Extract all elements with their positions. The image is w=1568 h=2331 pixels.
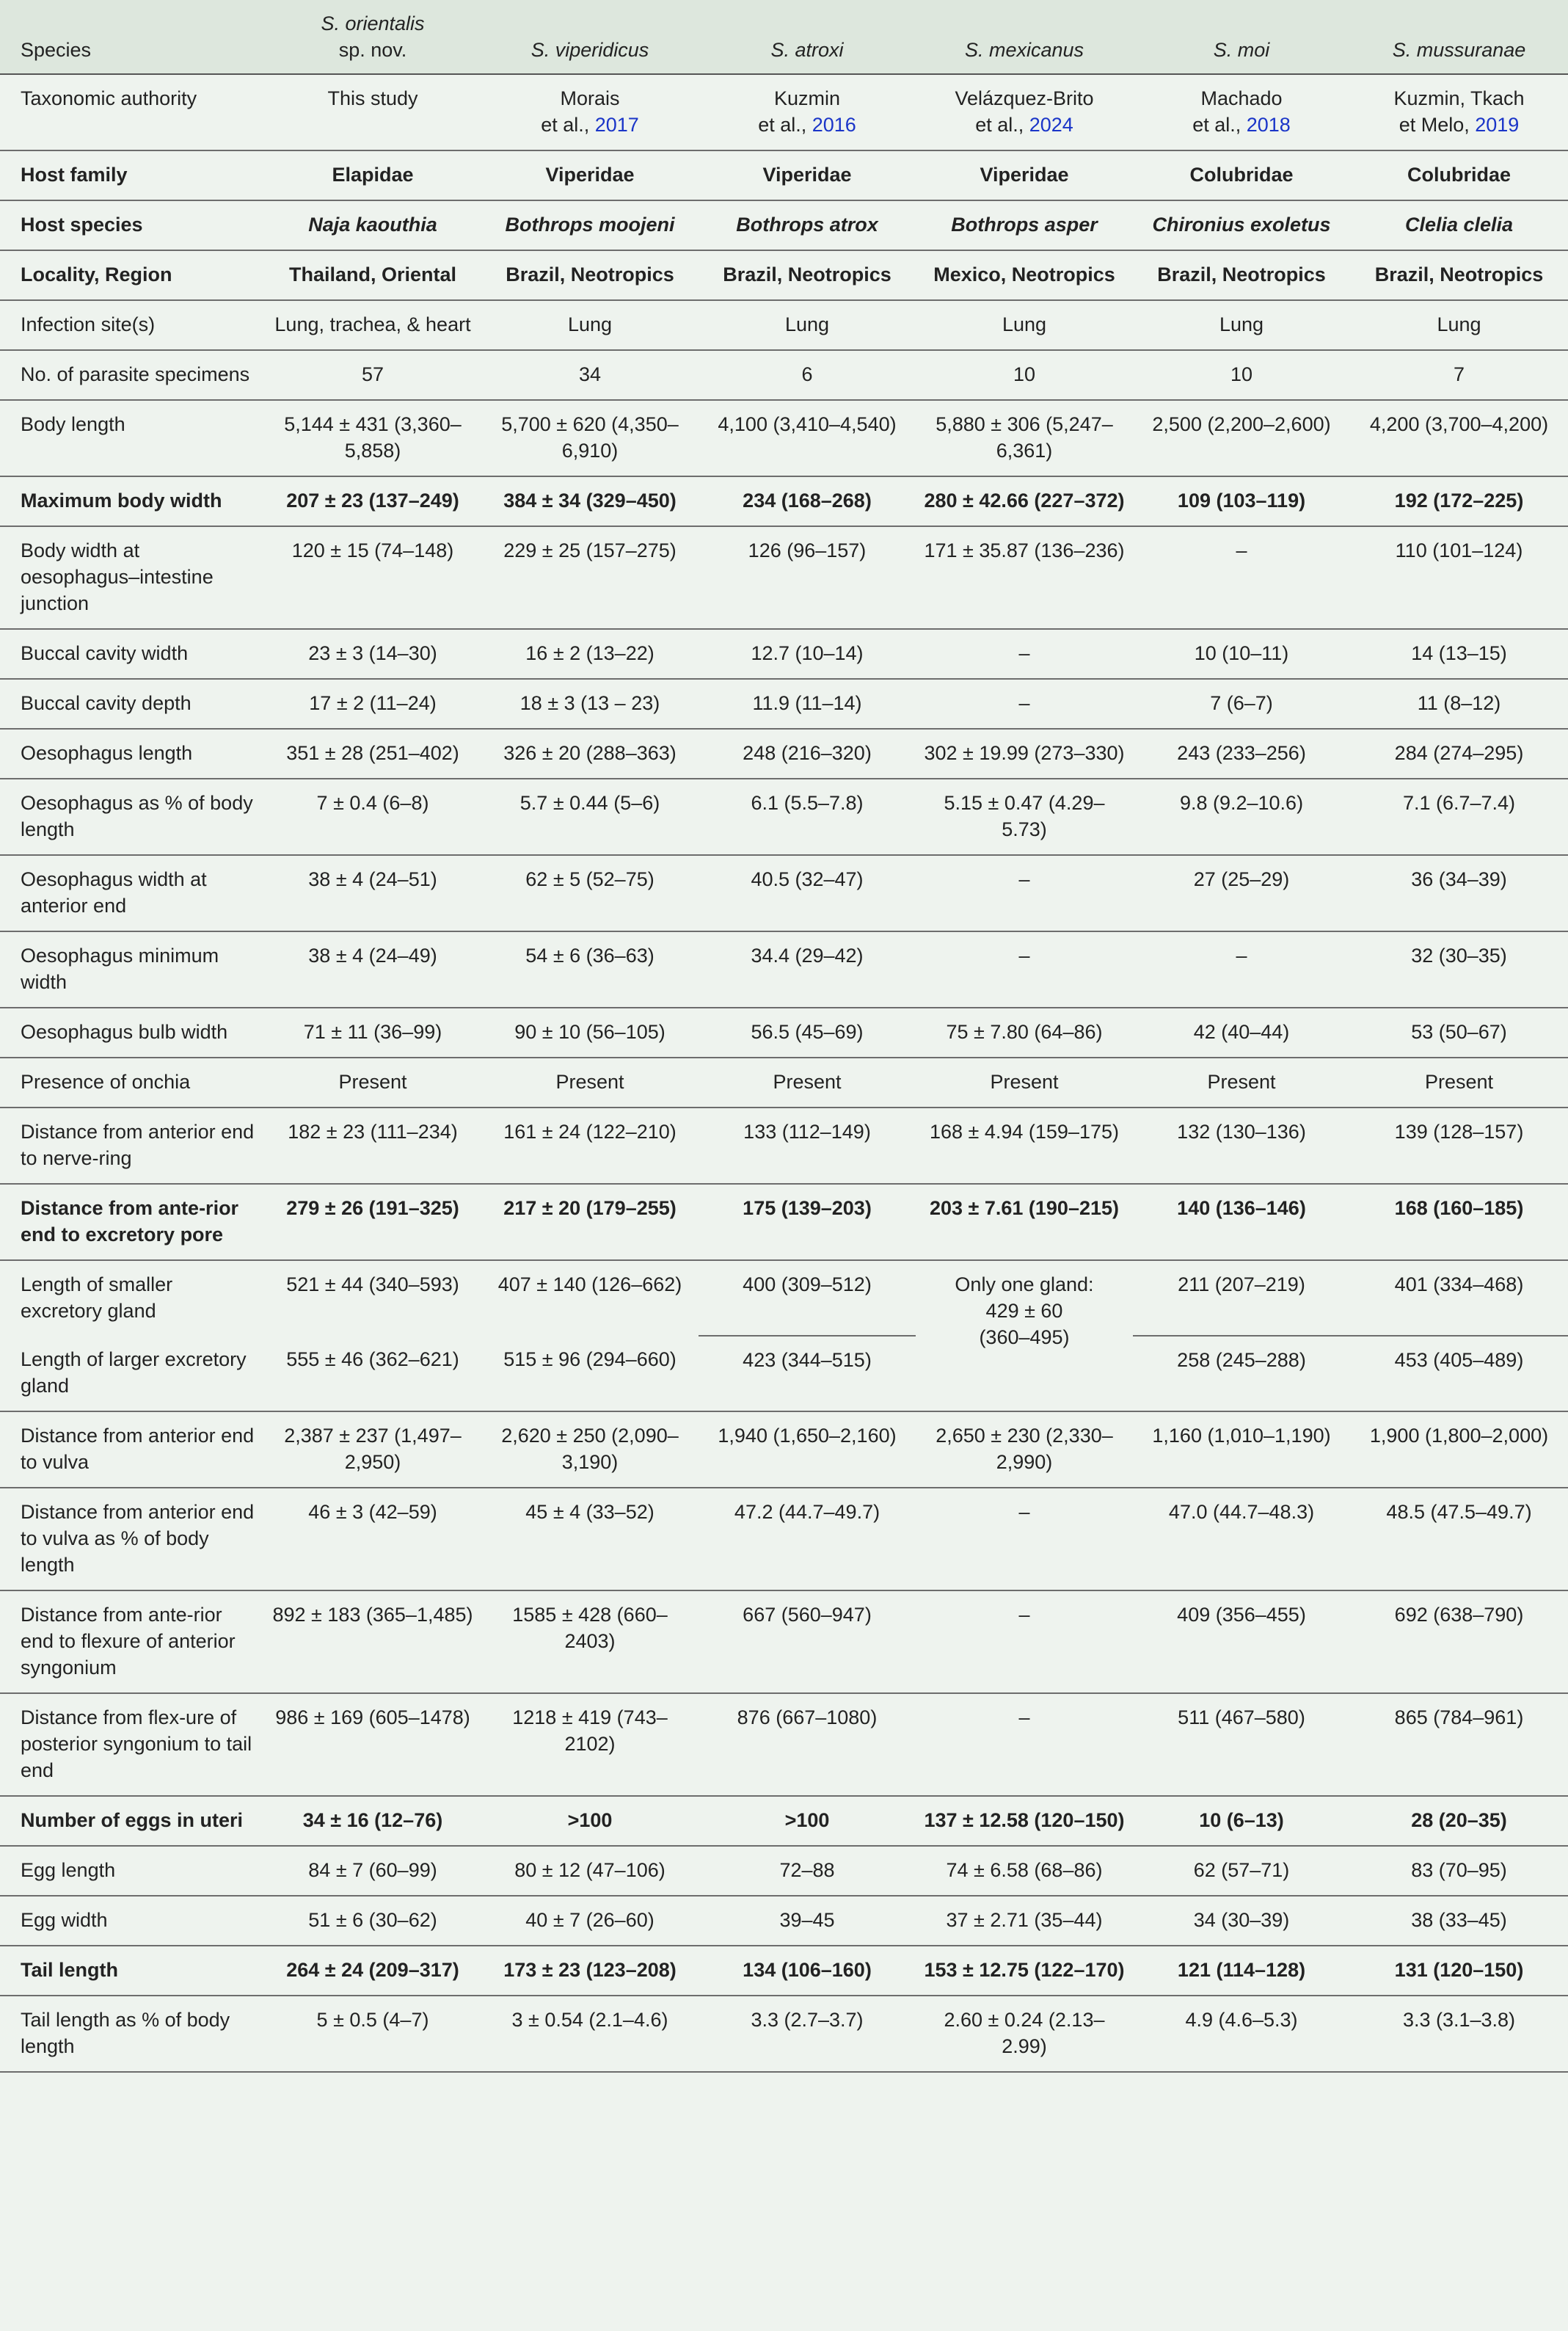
data-cell: 211 (207–219) [1133, 1260, 1350, 1336]
data-cell: 90 ± 10 (56–105) [481, 1008, 699, 1058]
data-cell: 53 (50–67) [1350, 1008, 1568, 1058]
data-cell: 175 (139–203) [699, 1184, 916, 1260]
data-cell: 168 (160–185) [1350, 1184, 1568, 1260]
data-cell: 17 ± 2 (11–24) [264, 679, 481, 729]
table-row [0, 300, 1568, 350]
table-row [0, 1996, 1568, 2072]
species-header [481, 0, 699, 74]
row-label: Distance from anterior end to vulva as % of body length [0, 1488, 264, 1590]
data-cell: 173 ± 23 (123–208) [481, 1946, 699, 1996]
table-row [0, 729, 1568, 779]
data-cell: 248 (216–320) [699, 729, 916, 779]
data-cell: – [916, 1590, 1133, 1693]
data-cell: 6.1 (5.5–7.8) [699, 779, 916, 855]
authority-text: et al., [541, 114, 595, 136]
row-label: Oesophagus bulb width [0, 1008, 264, 1058]
data-cell: 5.15 ± 0.47 (4.29–5.73) [916, 779, 1133, 855]
data-cell: 4,100 (3,410–4,540) [699, 400, 916, 476]
merged-gland-text: (360–495) [979, 1326, 1070, 1348]
data-cell: Viperidae [699, 150, 916, 200]
authority-text: et al., [1192, 114, 1247, 136]
data-cell: 4,200 (3,700–4,200) [1350, 400, 1568, 476]
data-cell: 37 ± 2.71 (35–44) [916, 1896, 1133, 1946]
data-cell: 120 ± 15 (74–148) [264, 526, 481, 629]
data-cell: 45 ± 4 (33–52) [481, 1488, 699, 1590]
table-row [0, 1946, 1568, 1996]
row-label: Host species [0, 200, 264, 250]
data-cell: 7 ± 0.4 (6–8) [264, 779, 481, 855]
data-cell: 36 (34–39) [1350, 855, 1568, 931]
data-cell: 5,144 ± 431 (3,360–5,858) [264, 400, 481, 476]
table-row [0, 200, 1568, 250]
data-cell: Chironius exoletus [1133, 200, 1350, 250]
data-cell: 11.9 (11–14) [699, 679, 916, 729]
data-cell: 9.8 (9.2–10.6) [1133, 779, 1350, 855]
row-label: Egg length [0, 1846, 264, 1896]
data-cell: – [916, 679, 1133, 729]
row-label: Egg width [0, 1896, 264, 1946]
data-cell: – [916, 1693, 1133, 1796]
data-cell: 32 (30–35) [1350, 931, 1568, 1008]
data-cell: 14 (13–15) [1350, 629, 1568, 679]
data-cell: 131 (120–150) [1350, 1946, 1568, 1996]
table-row [0, 1336, 1568, 1411]
authority-cell [699, 74, 916, 150]
data-cell: Bothrops moojeni [481, 200, 699, 250]
data-cell: 5,880 ± 306 (5,247–6,361) [916, 400, 1133, 476]
table-row [0, 1260, 1568, 1336]
data-cell: Colubridae [1133, 150, 1350, 200]
data-cell: Present [264, 1058, 481, 1108]
data-cell: 153 ± 12.75 (122–170) [916, 1946, 1133, 1996]
table-row [0, 779, 1568, 855]
authority-text: Morais [560, 87, 620, 109]
data-cell: – [916, 629, 1133, 679]
table-row [0, 1796, 1568, 1846]
citation-link[interactable]: 2019 [1475, 114, 1520, 136]
data-cell: 10 [1133, 350, 1350, 400]
data-cell: 10 (6–13) [1133, 1796, 1350, 1846]
row-label: Infection site(s) [0, 300, 264, 350]
data-cell: 3.3 (3.1–3.8) [1350, 1996, 1568, 2072]
row-label: Buccal cavity width [0, 629, 264, 679]
data-cell: 34.4 (29–42) [699, 931, 916, 1008]
data-cell: 34 (30–39) [1133, 1896, 1350, 1946]
merged-gland-text: Only one gland: [955, 1273, 1094, 1295]
citation-link[interactable]: 2024 [1029, 114, 1073, 136]
row-label: Body width at oesophagus–intestine junction [0, 526, 264, 629]
species-header [1350, 0, 1568, 74]
data-cell: 23 ± 3 (14–30) [264, 629, 481, 679]
data-cell: Bothrops asper [916, 200, 1133, 250]
table-row [0, 1008, 1568, 1058]
table-row [0, 1058, 1568, 1108]
data-cell: 521 ± 44 (340–593) [286, 1273, 459, 1295]
data-cell: 407 ± 140 (126–662) [497, 1273, 682, 1295]
data-cell: 27 (25–29) [1133, 855, 1350, 931]
row-label: Body length [0, 400, 264, 476]
data-cell: 1218 ± 419 (743–2102) [481, 1693, 699, 1796]
data-cell: 865 (784–961) [1350, 1693, 1568, 1796]
species-name: S. atroxi [770, 39, 844, 61]
data-cell: 2.60 ± 0.24 (2.13–2.99) [916, 1996, 1133, 2072]
data-cell: 62 ± 5 (52–75) [481, 855, 699, 931]
row-label: Locality, Region [0, 250, 264, 300]
data-cell: Present [916, 1058, 1133, 1108]
species-name: S. orientalis [321, 12, 425, 34]
authority-text: Kuzmin [773, 87, 841, 109]
data-cell: 11 (8–12) [1350, 679, 1568, 729]
row-label: No. of parasite specimens [0, 350, 264, 400]
citation-link[interactable]: 2017 [594, 114, 639, 136]
data-cell: 38 (33–45) [1350, 1896, 1568, 1946]
authority-text: Machado [1200, 87, 1283, 109]
species-name: S. mussuranae [1392, 39, 1526, 61]
data-cell: Mexico, Neotropics [916, 250, 1133, 300]
data-cell: 139 (128–157) [1350, 1108, 1568, 1184]
row-label: Taxonomic authority [0, 74, 264, 150]
table-row [0, 400, 1568, 476]
data-cell: 876 (667–1080) [699, 1693, 916, 1796]
data-cell: 409 (356–455) [1133, 1590, 1350, 1693]
data-cell: 401 (334–468) [1350, 1260, 1568, 1336]
table-row [0, 1846, 1568, 1896]
data-cell: 126 (96–157) [699, 526, 916, 629]
data-cell: 302 ± 19.99 (273–330) [916, 729, 1133, 779]
data-cell: 2,620 ± 250 (2,090–3,190) [481, 1411, 699, 1488]
data-cell: 110 (101–124) [1350, 526, 1568, 629]
data-cell: Lung [1133, 300, 1350, 350]
row-label: Host family [0, 150, 264, 200]
data-cell: Brazil, Neotropics [1350, 250, 1568, 300]
data-cell: Present [699, 1058, 916, 1108]
data-cell: 423 (344–515) [699, 1336, 916, 1411]
table-row [0, 526, 1568, 629]
merged-gland-text: 429 ± 60 [985, 1300, 1063, 1322]
data-cell: 182 ± 23 (111–234) [264, 1108, 481, 1184]
data-cell: Present [1133, 1058, 1350, 1108]
data-cell: 384 ± 34 (329–450) [481, 476, 699, 526]
table-row [0, 476, 1568, 526]
species-sub: sp. nov. [338, 39, 407, 61]
data-cell: Clelia clelia [1350, 200, 1568, 250]
data-cell: 47.0 (44.7–48.3) [1133, 1488, 1350, 1590]
species-header-label: Species [0, 0, 264, 74]
authority-cell [264, 74, 481, 150]
row-label: Number of eggs in uteri [0, 1796, 264, 1846]
data-cell: >100 [699, 1796, 916, 1846]
row-label: Oesophagus length [0, 729, 264, 779]
table-row [0, 350, 1568, 400]
data-cell: 72–88 [699, 1846, 916, 1896]
row-label: Distance from anterior end to vulva [0, 1411, 264, 1488]
data-cell: – [916, 855, 1133, 931]
row-label: Distance from anterior end to nerve-ring [0, 1108, 264, 1184]
data-cell: 284 (274–295) [1350, 729, 1568, 779]
data-cell: Present [1350, 1058, 1568, 1108]
data-cell: 16 ± 2 (13–22) [481, 629, 699, 679]
authority-text: et al., [975, 114, 1029, 136]
header-row [0, 0, 1568, 74]
table-row [0, 1108, 1568, 1184]
data-cell: 40.5 (32–47) [699, 855, 916, 931]
row-label: Buccal cavity depth [0, 679, 264, 729]
data-cell: 47.2 (44.7–49.7) [699, 1488, 916, 1590]
data-cell: 40 ± 7 (26–60) [481, 1896, 699, 1946]
data-cell: 74 ± 6.58 (68–86) [916, 1846, 1133, 1896]
data-cell: 38 ± 4 (24–51) [264, 855, 481, 931]
data-cell: 6 [699, 350, 916, 400]
species-header [699, 0, 916, 74]
data-cell: 2,500 (2,200–2,600) [1133, 400, 1350, 476]
data-cell: 133 (112–149) [699, 1108, 916, 1184]
species-header [264, 0, 481, 74]
data-cell: 80 ± 12 (47–106) [481, 1846, 699, 1896]
data-cell: Lung [916, 300, 1133, 350]
data-cell: 264 ± 24 (209–317) [264, 1946, 481, 1996]
data-cell: 2,387 ± 237 (1,497–2,950) [264, 1411, 481, 1488]
table-row [0, 1411, 1568, 1488]
data-cell: 192 (172–225) [1350, 476, 1568, 526]
data-cell: 137 ± 12.58 (120–150) [916, 1796, 1133, 1846]
data-cell: >100 [481, 1796, 699, 1846]
data-cell: 326 ± 20 (288–363) [481, 729, 699, 779]
authority-text: et Melo, [1399, 114, 1476, 136]
data-cell: 692 (638–790) [1350, 1590, 1568, 1693]
data-cell: 168 ± 4.94 (159–175) [916, 1108, 1133, 1184]
data-cell: Colubridae [1350, 150, 1568, 200]
data-cell: 48.5 (47.5–49.7) [1350, 1488, 1568, 1590]
data-cell: 555 ± 46 (362–621) [264, 1336, 481, 1411]
data-cell: 203 ± 7.61 (190–215) [916, 1184, 1133, 1260]
data-cell: 140 (136–146) [1133, 1184, 1350, 1260]
table-row [0, 931, 1568, 1008]
data-cell: 258 (245–288) [1133, 1336, 1350, 1411]
data-cell: 667 (560–947) [699, 1590, 916, 1693]
species-name: S. viperidicus [530, 39, 649, 61]
authority-cell [1133, 74, 1350, 150]
data-cell: 42 (40–44) [1133, 1008, 1350, 1058]
data-cell: 38 ± 4 (24–49) [264, 931, 481, 1008]
authority-cell [481, 74, 699, 150]
data-cell: 109 (103–119) [1133, 476, 1350, 526]
data-cell: Brazil, Neotropics [1133, 250, 1350, 300]
data-cell: 453 (405–489) [1350, 1336, 1568, 1411]
data-cell: 7 [1350, 350, 1568, 400]
data-cell: 5.7 ± 0.44 (5–6) [481, 779, 699, 855]
data-cell: Lung, trachea, & heart [264, 300, 481, 350]
data-cell: 161 ± 24 (122–210) [481, 1108, 699, 1184]
row-label: Distance from ante-rior end to excretory pore [0, 1184, 264, 1260]
data-cell: Thailand, Oriental [264, 250, 481, 300]
data-cell: 1,160 (1,010–1,190) [1133, 1411, 1350, 1488]
data-cell: 171 ± 35.87 (136–236) [916, 526, 1133, 629]
data-cell: 10 (10–11) [1133, 629, 1350, 679]
data-cell: 7 (6–7) [1133, 679, 1350, 729]
table-row [0, 1184, 1568, 1260]
data-cell: 217 ± 20 (179–255) [481, 1184, 699, 1260]
data-cell: 243 (233–256) [1133, 729, 1350, 779]
data-cell: 134 (106–160) [699, 1946, 916, 1996]
table-row [0, 1590, 1568, 1693]
data-cell: Elapidae [264, 150, 481, 200]
data-cell: – [1133, 526, 1350, 629]
data-cell: 207 ± 23 (137–249) [264, 476, 481, 526]
data-cell: 34 ± 16 (12–76) [264, 1796, 481, 1846]
data-cell: 12.7 (10–14) [699, 629, 916, 679]
data-cell: Viperidae [916, 150, 1133, 200]
data-cell: Bothrops atrox [699, 200, 916, 250]
species-name: S. mexicanus [964, 39, 1084, 61]
data-cell: Viperidae [481, 150, 699, 200]
row-label: Distance from flex-ure of posterior syngonium to tail end [0, 1693, 264, 1796]
table-row [0, 1896, 1568, 1946]
data-cell: – [916, 931, 1133, 1008]
data-cell: 5 ± 0.5 (4–7) [264, 1996, 481, 2072]
row-label: Presence of onchia [0, 1058, 264, 1108]
data-cell: 51 ± 6 (30–62) [264, 1896, 481, 1946]
data-cell: 279 ± 26 (191–325) [264, 1184, 481, 1260]
data-cell: 71 ± 11 (36–99) [264, 1008, 481, 1058]
citation-link[interactable]: 2018 [1246, 114, 1291, 136]
data-cell: 400 (309–512) [699, 1260, 916, 1336]
authority-text: et al., [758, 114, 812, 136]
authority-row [0, 74, 1568, 150]
data-cell: 1585 ± 428 (660–2403) [481, 1590, 699, 1693]
data-cell: 1,940 (1,650–2,160) [699, 1411, 916, 1488]
data-cell: Brazil, Neotropics [481, 250, 699, 300]
data-cell: 28 (20–35) [1350, 1796, 1568, 1846]
data-cell: 121 (114–128) [1133, 1946, 1350, 1996]
data-cell: 54 ± 6 (36–63) [481, 931, 699, 1008]
authority-cell [1350, 74, 1568, 150]
data-cell: 4.9 (4.6–5.3) [1133, 1996, 1350, 2072]
data-cell: 132 (130–136) [1133, 1108, 1350, 1184]
data-cell: Naja kaouthia [264, 200, 481, 250]
data-cell: 351 ± 28 (251–402) [264, 729, 481, 779]
data-cell: Lung [699, 300, 916, 350]
data-cell: 18 ± 3 (13 – 23) [481, 679, 699, 729]
data-cell: 511 (467–580) [1133, 1693, 1350, 1796]
row-label: Maximum body width [0, 476, 264, 526]
table-row [0, 250, 1568, 300]
data-cell: 515 ± 96 (294–660) [481, 1336, 699, 1411]
data-cell: 84 ± 7 (60–99) [264, 1846, 481, 1896]
row-label: Oesophagus as % of body length [0, 779, 264, 855]
data-cell: 234 (168–268) [699, 476, 916, 526]
row-label: Length of larger excretory gland [0, 1336, 264, 1411]
species-header [1133, 0, 1350, 74]
data-cell: Present [481, 1058, 699, 1108]
authority-text: Velázquez-Brito [955, 87, 1094, 109]
authority-text: Kuzmin, Tkach [1393, 87, 1525, 109]
table-row [0, 1488, 1568, 1590]
data-cell: 7.1 (6.7–7.4) [1350, 779, 1568, 855]
table-row [0, 679, 1568, 729]
data-cell: 57 [264, 350, 481, 400]
authority-cell [916, 74, 1133, 150]
data-cell: Lung [1350, 300, 1568, 350]
data-cell: 1,900 (1,800–2,000) [1350, 1411, 1568, 1488]
row-label: Oesophagus minimum width [0, 931, 264, 1008]
data-cell: 34 [481, 350, 699, 400]
data-cell: 75 ± 7.80 (64–86) [916, 1008, 1133, 1058]
data-cell: 892 ± 183 (365–1,485) [264, 1590, 481, 1693]
data-cell: 56.5 (45–69) [699, 1008, 916, 1058]
data-cell: 10 [916, 350, 1133, 400]
data-cell: 2,650 ± 230 (2,330–2,990) [916, 1411, 1133, 1488]
row-label: Tail length [0, 1946, 264, 1996]
species-header [916, 0, 1133, 74]
row-label: Oesophagus width at anterior end [0, 855, 264, 931]
data-cell: 3.3 (2.7–3.7) [699, 1996, 916, 2072]
row-label: Length of smaller excretory gland [21, 1273, 173, 1322]
data-cell: 46 ± 3 (42–59) [264, 1488, 481, 1590]
species-name: S. moi [1213, 39, 1270, 61]
table-row [0, 150, 1568, 200]
table-row [0, 1693, 1568, 1796]
data-cell: – [1133, 931, 1350, 1008]
data-cell: Lung [481, 300, 699, 350]
data-cell: 229 ± 25 (157–275) [481, 526, 699, 629]
merged-gland-cell [916, 1260, 1133, 1411]
row-label: Distance from ante-rior end to flexure of anterior syngonium [0, 1590, 264, 1693]
citation-link[interactable]: 2016 [812, 114, 856, 136]
table-row [0, 855, 1568, 931]
data-cell: 986 ± 169 (605–1478) [264, 1693, 481, 1796]
data-cell: 83 (70–95) [1350, 1846, 1568, 1896]
data-cell: 62 (57–71) [1133, 1846, 1350, 1896]
authority-text: This study [327, 87, 418, 109]
data-cell: 280 ± 42.66 (227–372) [916, 476, 1133, 526]
data-cell: 39–45 [699, 1896, 916, 1946]
data-cell: – [916, 1488, 1133, 1590]
data-cell: 3 ± 0.54 (2.1–4.6) [481, 1996, 699, 2072]
table-row [0, 629, 1568, 679]
data-cell: 5,700 ± 620 (4,350–6,910) [481, 400, 699, 476]
data-cell: Brazil, Neotropics [699, 250, 916, 300]
row-label: Tail length as % of body length [0, 1996, 264, 2072]
